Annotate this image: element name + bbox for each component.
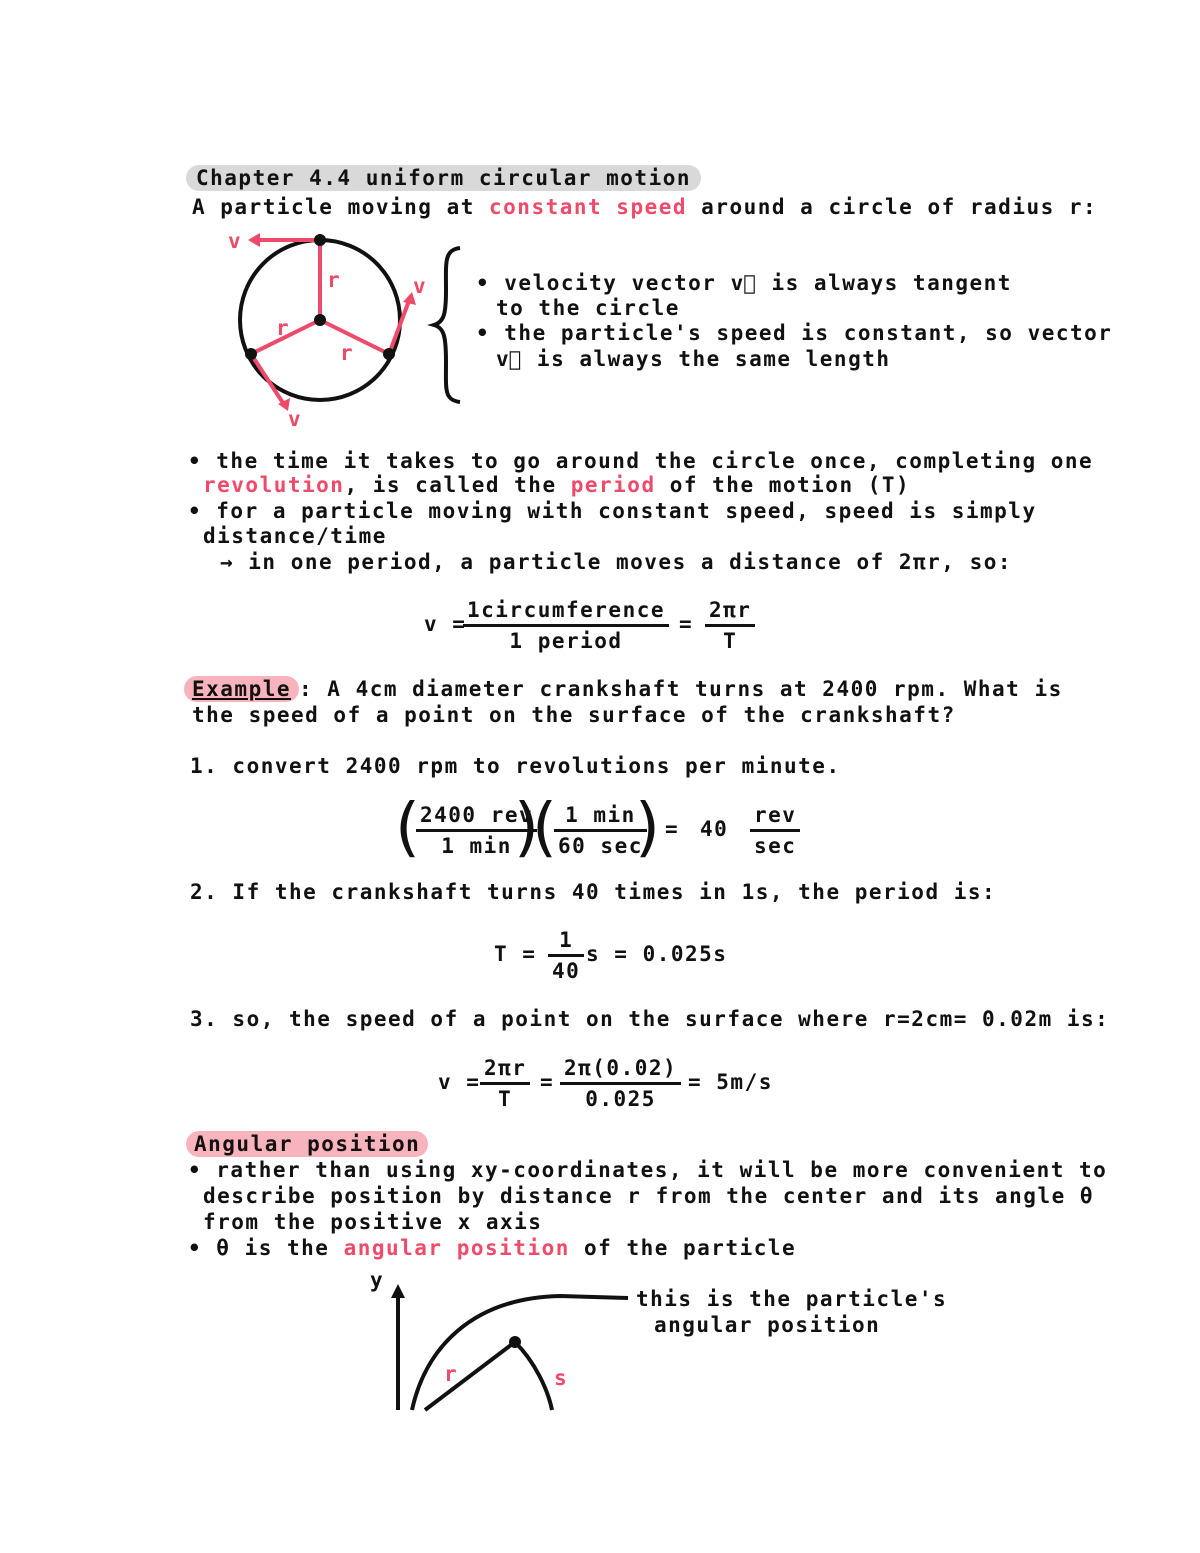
angular-line-2: describe position by distance r from the center and its angle θ xyxy=(203,1184,1095,1208)
period-line-4: distance/time xyxy=(203,524,387,548)
bullet-velocity-2: to the circle xyxy=(496,296,680,320)
annotation-line-2: angular position xyxy=(654,1313,881,1337)
eq4-fraction-2 xyxy=(560,1056,681,1111)
eq4-den1: T xyxy=(498,1087,513,1111)
eq2-num1: 2400 rev xyxy=(416,803,537,832)
eq1-den1: 1 period xyxy=(509,629,623,653)
eq1-equals: = xyxy=(679,612,694,636)
label-v-right: v xyxy=(413,274,428,298)
label-r-right: r xyxy=(340,341,355,365)
example-text-1: : A 4cm diameter crankshaft turns at 2400 rpm. What is xyxy=(299,677,1063,701)
eq4-num2: 2π(0.02) xyxy=(560,1056,681,1085)
step-2: 2. If the crankshaft turns 40 times in 1s, the period is: xyxy=(190,880,997,904)
curly-brace xyxy=(434,248,460,402)
bullet-velocity-1: • velocity vector v⃗ is always tangent xyxy=(476,271,1012,295)
eq1-lhs: v = xyxy=(424,612,467,636)
example-line-1 xyxy=(184,677,1063,701)
eq2-fraction-2 xyxy=(554,803,647,858)
angular-position-term: angular position xyxy=(343,1236,570,1260)
arrowhead-top xyxy=(248,233,260,247)
eq1-num1: 1circumference xyxy=(463,598,669,627)
period-line-5: → in one period, a particle moves a distance of 2πr, so: xyxy=(220,550,1013,574)
eq4-den2: 0.025 xyxy=(585,1087,656,1111)
eq1-fraction-1 xyxy=(463,598,669,653)
eq1-den2: T xyxy=(723,629,738,653)
paren-close-1: ) xyxy=(514,791,539,865)
circle-diagram xyxy=(240,233,460,411)
eq4-equals-1: = xyxy=(540,1070,555,1094)
eq2-den1: 1 min xyxy=(441,834,512,858)
eq3-fraction xyxy=(548,928,584,983)
example-label: Example xyxy=(184,676,299,702)
label-y-axis: y xyxy=(370,1268,385,1292)
velocity-arrow-left xyxy=(251,354,285,406)
bullet-speed-2: v⃗ is always the same length xyxy=(496,347,891,371)
arc-s xyxy=(515,1342,552,1410)
title-text: Chapter 4.4 uniform circular motion xyxy=(186,165,701,191)
eq2-num3: rev xyxy=(750,803,800,832)
step-3: 3. so, the speed of a point on the surface where r=2cm= 0.02m is: xyxy=(190,1007,1110,1031)
period-line-3: • for a particle moving with constant speed, speed is simply xyxy=(188,499,1037,523)
eq2-den3: sec xyxy=(754,834,797,858)
example-line-2: the speed of a point on the surface of the crankshaft? xyxy=(192,703,956,727)
eq2-coefficient: 40 xyxy=(700,817,729,841)
label-r: r xyxy=(444,1362,459,1386)
eq3-den: 40 xyxy=(552,959,581,983)
eq3-rhs: s = 0.025s xyxy=(586,942,728,966)
intro-highlight: constant speed xyxy=(489,195,688,219)
eq2-num2: 1 min xyxy=(554,803,647,832)
angular-line-3: from the positive x axis xyxy=(203,1210,543,1234)
eq4-rhs: = 5m/s xyxy=(688,1070,773,1094)
eq3-lhs: T = xyxy=(494,942,537,966)
eq2-equals: = xyxy=(665,817,680,841)
radius-line-right xyxy=(320,320,389,354)
period-line-2 xyxy=(203,473,910,497)
point-right xyxy=(383,348,395,360)
intro-before: A particle moving at xyxy=(192,195,490,219)
eq2-fraction-3 xyxy=(750,803,800,858)
point-top xyxy=(314,234,326,246)
point-left xyxy=(245,348,257,360)
y-axis-arrowhead xyxy=(391,1284,405,1298)
paren-close-2: ) xyxy=(635,791,660,865)
eq3-num: 1 xyxy=(548,928,584,957)
angular-line-1: • rather than using xy-coordinates, it will be more convenient to xyxy=(188,1158,1108,1182)
angular-diagram xyxy=(391,1284,628,1410)
angular-line-4-before: • θ is the xyxy=(188,1236,344,1260)
eq1-num2: 2πr xyxy=(705,598,755,627)
eq4-num1: 2πr xyxy=(480,1056,530,1085)
period-line-2-end: of the motion (T) xyxy=(655,473,911,497)
label-v-top: v xyxy=(228,229,243,253)
particle-point xyxy=(509,1336,521,1348)
label-r-left: r xyxy=(276,316,291,340)
angular-line-4-after: of the particle xyxy=(569,1236,797,1260)
bullet-speed-1: • the particle's speed is constant, so vector xyxy=(476,321,1113,345)
angular-heading-text: Angular position xyxy=(186,1131,428,1157)
angular-heading xyxy=(186,1132,428,1156)
eq2-den2: 60 sec xyxy=(558,834,643,858)
label-r-top: r xyxy=(327,268,342,292)
intro-after: around a circle of radius r: xyxy=(687,195,1098,219)
paren-open-2: ( xyxy=(532,791,557,865)
eq1-fraction-2 xyxy=(705,598,755,653)
eq4-lhs: v = xyxy=(438,1070,481,1094)
eq4-fraction-1 xyxy=(480,1056,530,1111)
paren-open-1: ( xyxy=(395,791,420,865)
annotation-line-1: this is the particle's xyxy=(636,1287,948,1311)
angular-line-4 xyxy=(188,1236,796,1260)
label-v-bottom: v xyxy=(288,407,303,431)
step-1: 1. convert 2400 rpm to revolutions per minute. xyxy=(190,754,841,778)
center-point xyxy=(314,314,326,326)
period-line-1: • the time it takes to go around the circle once, completing one xyxy=(188,449,1094,473)
period-line-2-mid: , is called the xyxy=(344,473,571,497)
revolution-term: revolution xyxy=(203,473,345,497)
period-term: period xyxy=(570,473,656,497)
label-s: s xyxy=(554,1366,569,1390)
